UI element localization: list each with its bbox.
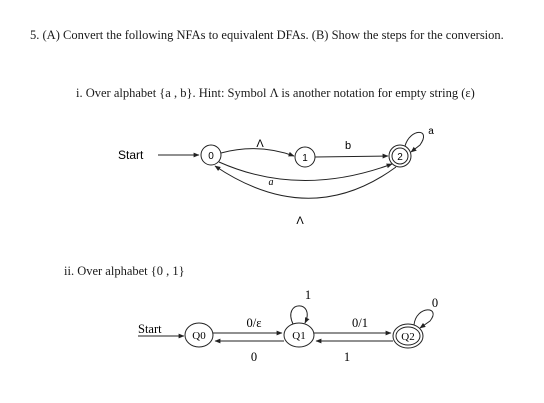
nfa-ii-state-q1 xyxy=(284,323,314,347)
state-0-label: 0 xyxy=(208,151,214,162)
nfa-ii xyxy=(138,288,438,364)
state-q2-label: Q2 xyxy=(401,331,415,343)
edge-1-2-label: b xyxy=(344,140,352,152)
edge-q0-q1-label: 0/ε xyxy=(246,316,262,330)
nfa-ii-state-q2 xyxy=(393,324,423,348)
edge-2-0-label: Λ xyxy=(296,215,304,227)
nfa-ii-state-q0 xyxy=(185,323,213,347)
loop-2-label: a xyxy=(428,126,434,137)
part-i-heading: i. Over alphabet {a , b}. Hint: Symbol Λ is another notation for empty string (ε) xyxy=(76,86,475,100)
loop-q2 xyxy=(414,310,433,328)
edge-1-2 xyxy=(315,156,388,157)
state-2-label: 2 xyxy=(397,152,403,163)
nfa-ii-start-label: Start xyxy=(138,322,162,336)
nfa-i-state-0 xyxy=(201,145,221,165)
nfa-i-state-1 xyxy=(295,147,315,167)
loop-q1 xyxy=(291,306,307,324)
edge-0-2-label: a xyxy=(268,177,274,188)
edge-q1-q0-label: 0 xyxy=(250,350,258,364)
loop-q2-label: 0 xyxy=(431,296,439,310)
edge-q2-q1-label: 1 xyxy=(343,350,351,364)
loop-q1-label: 1 xyxy=(304,288,312,302)
nfa-i xyxy=(118,126,434,227)
state-1-label: 1 xyxy=(302,153,308,164)
nfa-i-state-2 xyxy=(389,145,411,167)
edge-q1-q2-label: 0/1 xyxy=(352,316,368,330)
nfa-i-start-label: Start xyxy=(118,148,144,162)
state-q1-label: Q1 xyxy=(292,330,306,342)
state-q0-label: Q0 xyxy=(192,330,206,342)
question-text: 5. (A) Convert the following NFAs to equivalent DFAs. (B) Show the steps for the conversion. xyxy=(30,28,504,42)
edge-0-1-label: Λ xyxy=(256,138,264,150)
part-ii-heading: ii. Over alphabet {0 , 1} xyxy=(64,264,185,278)
